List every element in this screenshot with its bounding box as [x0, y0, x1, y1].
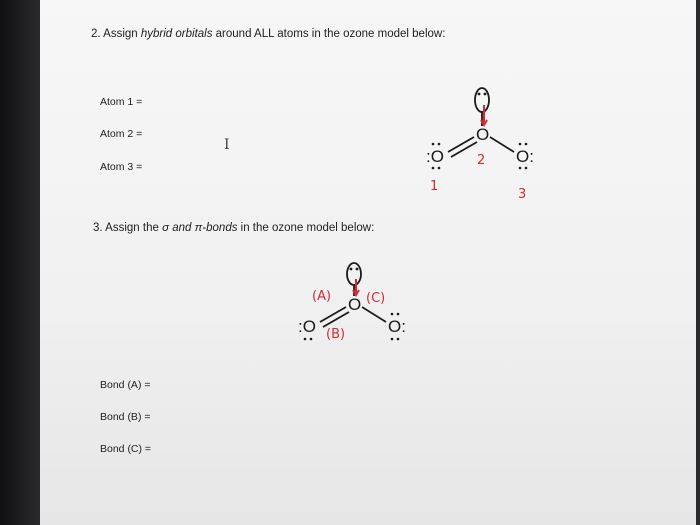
bond-b-label: Bond (B) = — [100, 411, 151, 423]
atom-3-label: Atom 3 = — [100, 161, 143, 173]
question-3-heading — [93, 222, 374, 234]
bond-b-annotation: (B) — [326, 327, 346, 342]
bond-c-label: Bond (C) = — [100, 443, 152, 455]
monitor-bezel-left — [0, 0, 40, 525]
bond-a-label: Bond (A) = — [100, 379, 151, 391]
text-cursor-icon: I — [224, 137, 230, 153]
question-2-number: 2. — [91, 28, 101, 40]
question-3-bonds: -bonds — [202, 222, 238, 234]
question-3-sigma: σ — [162, 222, 169, 234]
question-2-emphasis: hybrid orbitals — [140, 28, 213, 40]
ozone-model-q2 — [410, 80, 560, 210]
question-2-pre: Assign — [103, 28, 141, 40]
question-3-pi: π — [194, 222, 203, 234]
question-3-number: 3. — [93, 222, 103, 234]
question-3-post: in the ozone model below: — [237, 222, 375, 234]
atom-2-annotation: 2 — [477, 153, 486, 168]
question-3-mid: and — [169, 222, 195, 234]
atom-1-annotation: 1 — [430, 179, 439, 194]
atom-3-annotation: 3 — [518, 187, 527, 202]
bond-c-annotation: (C) — [366, 291, 386, 306]
lone-pair-orbital-icon — [475, 88, 489, 112]
left-oxygen: :O — [298, 317, 316, 336]
center-oxygen: O — [476, 125, 490, 144]
question-2-post: around ALL atoms in the ozone model below: — [212, 28, 446, 40]
lone-pair-orbital-icon — [347, 263, 361, 285]
right-oxygen: O: — [516, 147, 534, 166]
center-oxygen: O — [348, 295, 362, 314]
atom-2-label: Atom 2 = — [100, 128, 143, 140]
right-oxygen: O: — [388, 317, 406, 336]
left-oxygen: :O — [426, 147, 444, 166]
bond-a-annotation: (A) — [312, 289, 332, 304]
monitor-bezel-right — [696, 0, 700, 525]
atom-1-label: Atom 1 = — [100, 96, 143, 108]
ozone-model-q3 — [286, 258, 436, 358]
question-3-pre: Assign the — [105, 222, 163, 234]
question-2-heading — [91, 28, 445, 40]
